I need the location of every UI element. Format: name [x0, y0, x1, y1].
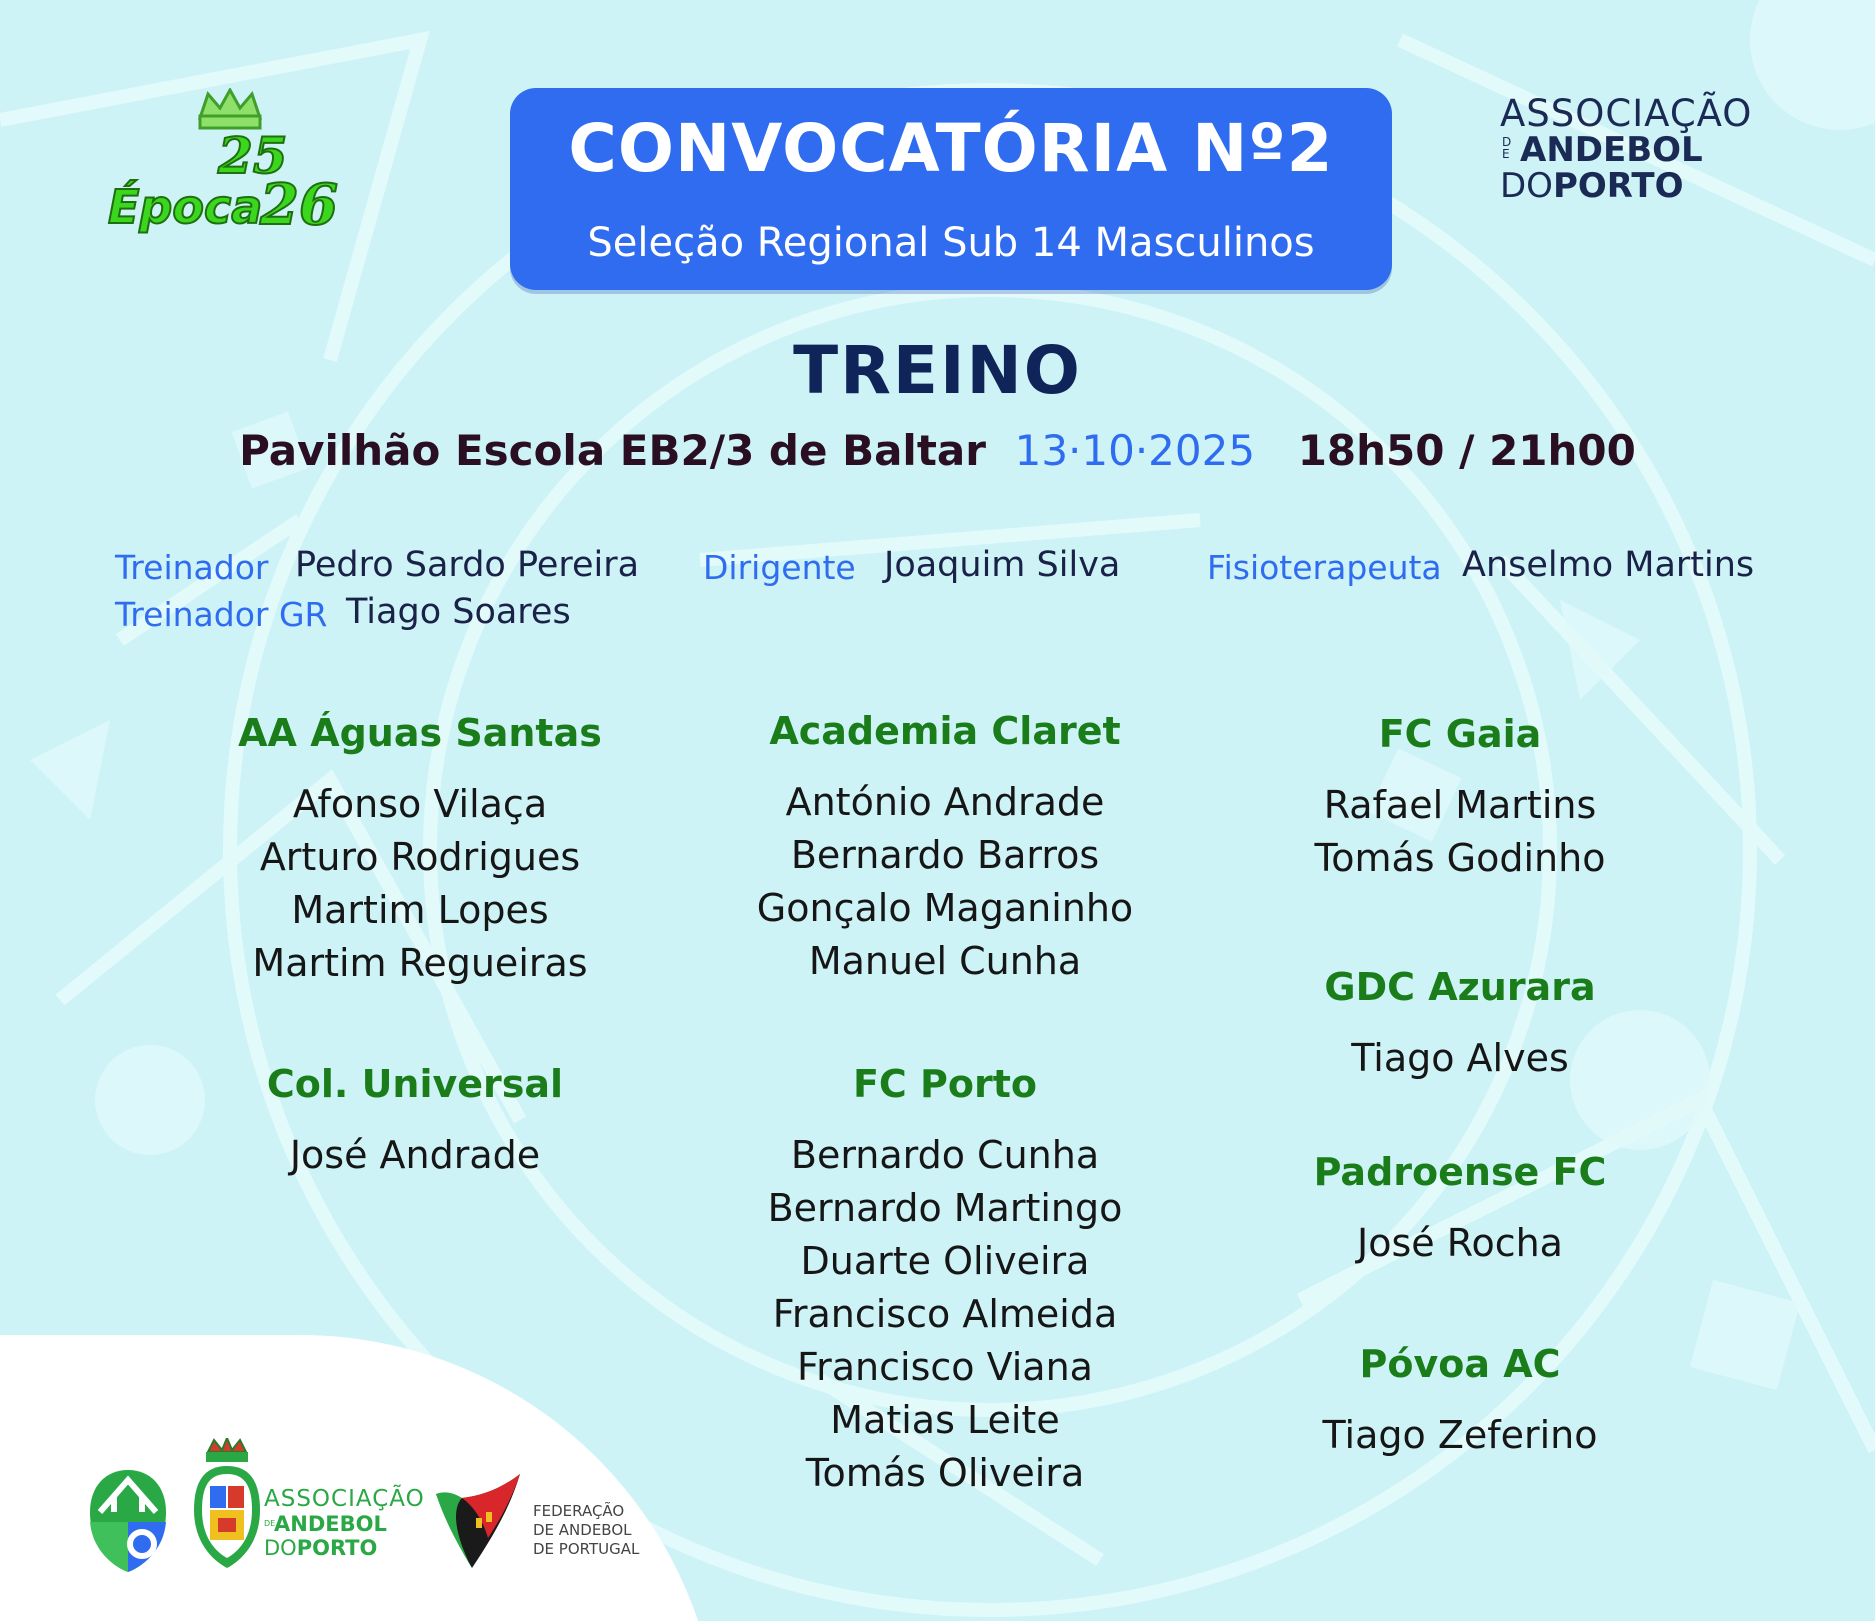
footer-logos — [80, 1438, 680, 1578]
training-venue: Pavilhão Escola EB2/3 de Baltar — [239, 426, 986, 475]
club-block — [1220, 1150, 1700, 1270]
association-logo-line1: ASSOCIAÇÃO — [1500, 92, 1753, 135]
association-logo — [1500, 92, 1780, 206]
player-name: José Rocha — [1357, 1221, 1563, 1265]
association-logo-line2: ANDEBOL — [1520, 130, 1703, 170]
player-name: Rafael Martins — [1323, 783, 1597, 827]
season-year-bottom: 26 — [260, 172, 338, 238]
club-block — [1220, 712, 1700, 885]
association-logo-line3 — [1500, 166, 1684, 206]
player-name: Francisco Almeida — [772, 1292, 1118, 1336]
page-subtitle: Seleção Regional Sub 14 Masculinos — [587, 220, 1315, 266]
player-list — [1220, 1032, 1700, 1085]
player-name: António Andrade — [785, 780, 1105, 824]
federation-logo-icon — [432, 1468, 524, 1570]
player-name: Gonçalo Maganinho — [756, 886, 1134, 930]
player-name: Tiago Zeferino — [1322, 1413, 1598, 1457]
staff-name-gk-coach: Tiago Soares — [346, 592, 571, 632]
club-block — [1220, 965, 1700, 1085]
season-logo — [108, 88, 358, 248]
federation-name — [533, 1502, 639, 1559]
player-list — [180, 778, 660, 990]
staff-role-gk-coach: Treinador GR — [115, 595, 328, 634]
footer-assoc-line3 — [264, 1536, 425, 1560]
footer-assoc-line2-row — [264, 1512, 425, 1536]
club-name: GDC Azurara — [1324, 965, 1596, 1009]
staff-role-coach: Treinador — [115, 548, 269, 587]
federation-line3: DE PORTUGAL — [533, 1540, 640, 1558]
staff-name-director: Joaquim Silva — [884, 545, 1121, 585]
player-name: Matias Leite — [830, 1398, 1060, 1442]
player-list — [1220, 1217, 1700, 1270]
player-name: Tomás Godinho — [1314, 836, 1606, 880]
player-name: Martim Regueiras — [252, 941, 588, 985]
player-name: Arturo Rodrigues — [259, 835, 581, 879]
club-block — [180, 711, 660, 990]
club-block — [1220, 1342, 1700, 1462]
training-date: 13·10·2025 — [1014, 426, 1256, 475]
club-block — [700, 1062, 1190, 1500]
training-title: TREINO — [793, 332, 1082, 409]
player-name: Francisco Viana — [797, 1345, 1093, 1389]
training-time: 18h50 / 21h00 — [1297, 426, 1636, 475]
club-name: Póvoa AC — [1359, 1342, 1561, 1386]
staff-role-director: Dirigente — [703, 548, 856, 587]
club-block — [180, 1062, 650, 1182]
club-name: AA Águas Santas — [238, 711, 602, 755]
season-label: Época — [108, 180, 263, 234]
player-name: Martim Lopes — [291, 888, 549, 932]
footer-assoc-line2: ANDEBOL — [274, 1512, 387, 1536]
club-name: Academia Claret — [769, 709, 1121, 753]
club-name: FC Porto — [852, 1062, 1038, 1106]
player-list — [1220, 779, 1700, 885]
player-name: Duarte Oliveira — [800, 1239, 1090, 1283]
footer-assoc-porto: PORTO — [296, 1536, 378, 1560]
player-list — [1220, 1409, 1700, 1462]
player-name: José Andrade — [289, 1133, 541, 1177]
footer-assoc-line1: ASSOCIAÇÃO — [264, 1486, 425, 1512]
federation-line1: FEDERAÇÃO — [533, 1502, 625, 1520]
season-year-top: 25 — [218, 126, 288, 185]
staff-name-physio: Anselmo Martins — [1462, 545, 1755, 585]
player-name: Bernardo Martingo — [767, 1186, 1123, 1230]
player-name: Tiago Alves — [1351, 1036, 1569, 1080]
staff-name-coach: Pedro Sardo Pereira — [295, 545, 640, 585]
player-list — [180, 1129, 650, 1182]
staff-role-physio: Fisioterapeuta — [1207, 548, 1442, 587]
title-banner — [510, 88, 1392, 290]
player-name: Bernardo Cunha — [790, 1133, 1100, 1177]
player-list — [700, 1129, 1190, 1500]
player-name: Afonso Vilaça — [292, 782, 548, 826]
footer-assoc-small: DE — [264, 1519, 276, 1528]
player-list — [700, 776, 1190, 988]
player-name: Bernardo Barros — [790, 833, 1100, 877]
player-name: Manuel Cunha — [808, 939, 1082, 983]
federation-line2: DE ANDEBOL — [533, 1521, 632, 1539]
page-title: CONVOCATÓRIA Nº2 — [568, 110, 1334, 187]
porto-crest-icon — [192, 1438, 262, 1570]
training-info — [0, 426, 1875, 475]
player-name: Tomás Oliveira — [805, 1451, 1085, 1495]
club-name: FC Gaia — [1378, 712, 1542, 756]
footer-assoc-do: DO — [264, 1536, 297, 1560]
club-block — [700, 709, 1190, 988]
footer-association-logo — [264, 1486, 425, 1560]
association-logo-porto: PORTO — [1552, 166, 1684, 206]
association-shield-icon — [86, 1466, 170, 1576]
association-logo-small: DE — [1502, 135, 1512, 161]
association-logo-do: DO — [1500, 166, 1553, 206]
club-name: Col. Universal — [266, 1062, 564, 1106]
club-name: Padroense FC — [1313, 1150, 1607, 1194]
